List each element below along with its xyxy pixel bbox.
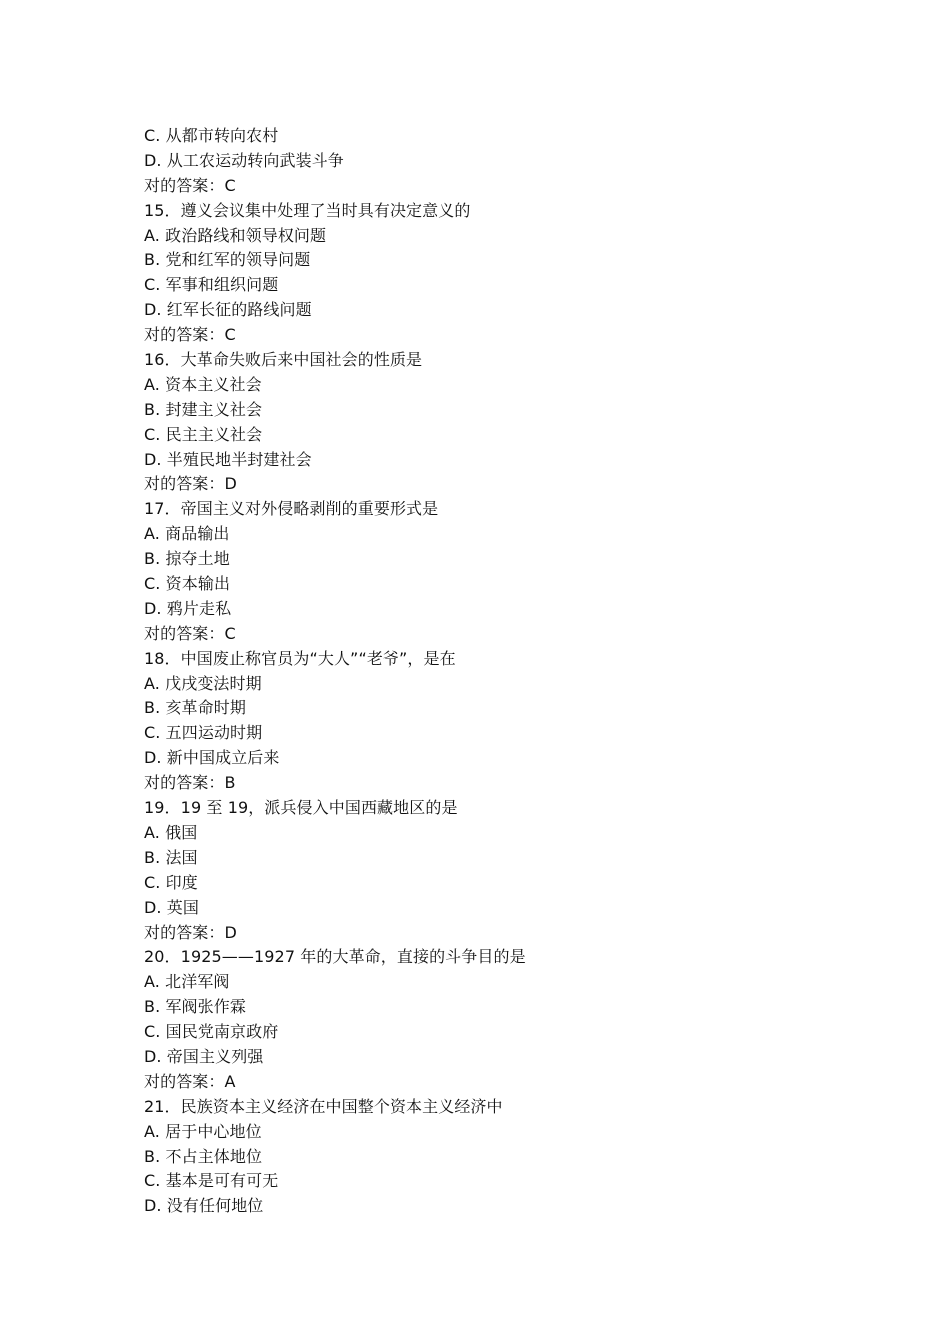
option-a-q19: A. 俄国	[144, 822, 198, 842]
option-c-q20: C. 国民党南京政府	[144, 1022, 279, 1042]
option-d-q20: D. 帝国主义列强	[144, 1046, 264, 1066]
option-a-q16: A. 资本主义社会	[144, 374, 262, 394]
option-b-q16: B. 封建主义社会	[144, 399, 263, 419]
option-d-q15: D. 红军长征的路线问题	[144, 300, 312, 320]
question-16: 16．大革命失败后来中国社会的性质是	[144, 350, 423, 370]
question-21: 21．民族资本主义经济在中国整个资本主义经济中	[144, 1096, 503, 1116]
answer-q15: 对的答案：C	[144, 325, 236, 345]
option-a-q18: A. 戊戌变法时期	[144, 673, 262, 693]
option-b-q18: B. 亥革命时期	[144, 698, 246, 718]
question-18: 18．中国废止称官员为“大人”“老爷”，是在	[144, 648, 456, 668]
option-a-q15: A. 政治路线和领导权问题	[144, 225, 327, 245]
question-19: 19．19 至 19，派兵侵入中国西藏地区的是	[144, 798, 458, 818]
document-page	[144, 124, 824, 1219]
option-a-q17: A. 商品输出	[144, 524, 230, 544]
answer-q17: 对的答案：C	[144, 623, 236, 643]
option-d-q17: D. 鸦片走私	[144, 598, 232, 618]
option-c-q16: C. 民主主义社会	[144, 424, 263, 444]
option-b-q20: B. 军阀张作霖	[144, 997, 246, 1017]
option-c-q18: C. 五四运动时期	[144, 723, 263, 743]
answer-q16: 对的答案：D	[144, 474, 237, 494]
question-17: 17．帝国主义对外侵略剥削的重要形式是	[144, 499, 439, 519]
question-20: 20．1925——1927 年的大革命，直接的斗争目的是	[144, 947, 526, 967]
answer-q19: 对的答案：D	[144, 922, 237, 942]
option-a-q21: A. 居于中心地位	[144, 1121, 262, 1141]
option-b-q15: B. 党和红军的领导问题	[144, 250, 311, 270]
option-b-q21: B. 不占主体地位	[144, 1146, 263, 1166]
option-c-q19: C. 印度	[144, 872, 198, 892]
answer-q18: 对的答案：B	[144, 773, 236, 793]
question-15: 15．遵义会议集中处理了当时具有决定意义的	[144, 200, 471, 220]
option-c-q15: C. 军事和组织问题	[144, 275, 279, 295]
option-a-q20: A. 北洋军阀	[144, 972, 230, 992]
answer-q20: 对的答案：A	[144, 1071, 236, 1091]
option-d-q18: D. 新中国成立后来	[144, 748, 280, 768]
option-d-q14: D. 从工农运动转向武装斗争	[144, 150, 344, 170]
option-d-q19: D. 英国	[144, 897, 199, 917]
option-b-q19: B. 法国	[144, 847, 198, 867]
option-d-q16: D. 半殖民地半封建社会	[144, 449, 312, 469]
option-c-q21: C. 基本是可有可无	[144, 1171, 279, 1191]
option-c-q17: C. 资本输出	[144, 574, 231, 594]
option-b-q17: B. 掠夺土地	[144, 549, 230, 569]
option-c-q14: C. 从都市转向农村	[144, 126, 279, 145]
option-d-q21: D. 没有任何地位	[144, 1196, 264, 1216]
answer-q14: 对的答案：C	[144, 175, 236, 195]
